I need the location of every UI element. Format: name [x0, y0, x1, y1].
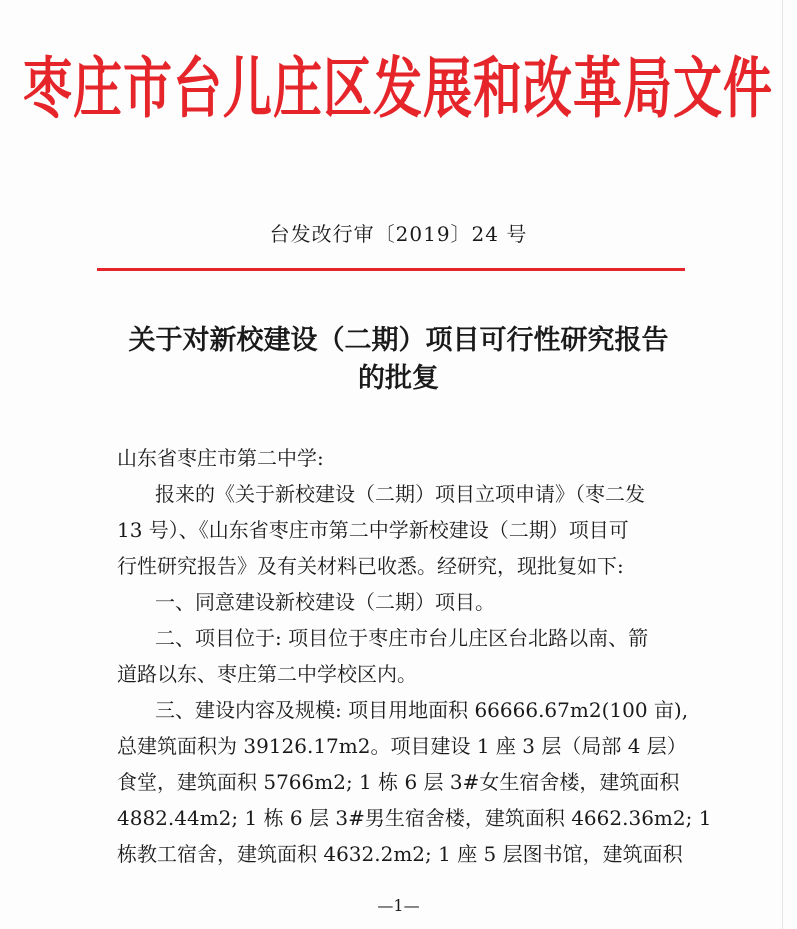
body-line: 栋教工宿舍，建筑面积 4632.2m2; 1 座 5 层图书馆，建筑面积 — [117, 842, 683, 866]
body-line: 一、同意建设新校建设（二期）项目。 — [155, 590, 495, 614]
red-separator-rule — [97, 268, 685, 271]
body-line: 行性研究报告》及有关材料已收悉。经研究，现批复如下: — [117, 554, 624, 578]
document-number: 台发改行审〔2019〕24 号 — [269, 222, 528, 246]
body-line: 报来的《关于新校建设（二期）项目立项申请》（枣二发 — [155, 482, 645, 506]
page-number: —1— — [377, 896, 420, 915]
body-line: 三、建设内容及规模: 项目用地面积 66666.67m2(100 亩), — [155, 698, 689, 722]
body-line: 食堂，建筑面积 5766m2; 1 栋 6 层 3#女生宿舍楼，建筑面积 — [117, 770, 680, 794]
document-title — [80, 322, 717, 398]
document-body — [117, 440, 717, 872]
issuer-header-title: 枣庄市台儿庄区发展和改革局文件 — [23, 48, 774, 128]
recipient-line: 山东省枣庄市第二中学: — [117, 446, 324, 470]
body-line: 4882.44m2; 1 栋 6 层 3#男生宿舍楼，建筑面积 4662.36m2; 1 — [117, 806, 712, 830]
body-line: 13 号）、《山东省枣庄市第二中学新校建设（二期）项目可 — [117, 518, 629, 542]
document-title-line-2: 的批复 — [358, 363, 439, 394]
body-line: 道路以东、枣庄第二中学校区内。 — [117, 662, 417, 686]
body-line: 二、项目位于: 项目位于枣庄市台儿庄区台北路以南、箭 — [155, 626, 649, 650]
body-line: 总建筑面积为 39126.17m2。项目建设 1 座 3 层（局部 4 层） — [117, 734, 687, 758]
page-edge-line — [782, 0, 783, 929]
document-title-line-1: 关于对新校建设（二期）项目可行性研究报告 — [128, 325, 669, 356]
